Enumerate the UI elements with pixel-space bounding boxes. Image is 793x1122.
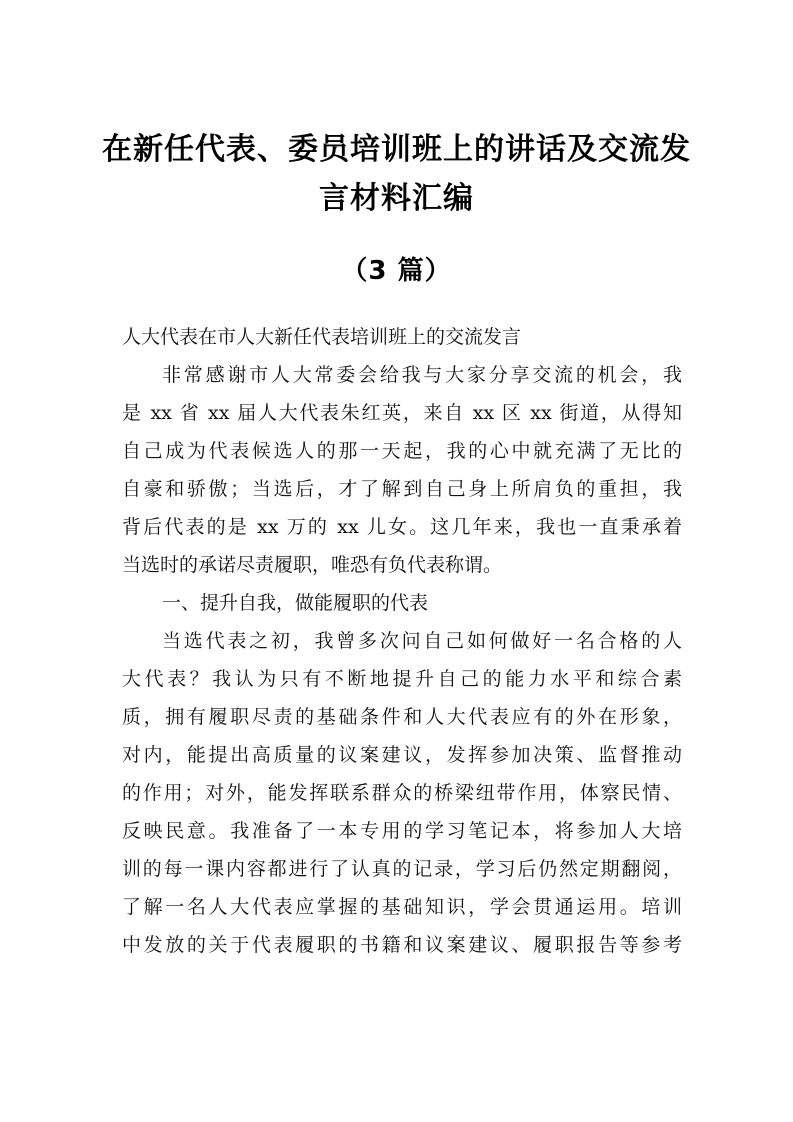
paragraph-line: 自己成为代表候选人的那一天起，我的心中就充满了无比的 bbox=[122, 440, 682, 462]
paragraph-line: 反映民意。我准备了一本专用的学习笔记本，将参加人大培 bbox=[122, 820, 682, 842]
document-title-line-1: 在新任代表、委员培训班上的讲话及交流发 bbox=[102, 132, 691, 167]
paragraph-line: 当选时的承诺尽责履职，唯恐有负代表称谓。 bbox=[122, 554, 503, 576]
paragraph-line: 训的每一课内容都进行了认真的记录，学习后仍然定期翻阅， bbox=[122, 858, 682, 880]
paragraph-line: 大代表？我认为只有不断地提升自己的能力水平和综合素 bbox=[122, 668, 682, 690]
paragraph-line: 的作用；对外，能发挥联系群众的桥梁纽带作用，体察民情、 bbox=[122, 782, 682, 804]
paragraph-line: 自豪和骄傲；当选后，才了解到自己身上所肩负的重担，我 bbox=[122, 478, 682, 500]
document-title-line-2: 言材料汇编 bbox=[319, 181, 474, 216]
paragraph-line: 质，拥有履职尽责的基础条件和人大代表应有的外在形象， bbox=[122, 706, 682, 728]
paragraph-line: 中发放的关于代表履职的书籍和议案建议、履职报告等参考 bbox=[122, 934, 682, 956]
paragraph-line: 了解一名人大代表应掌握的基础知识，学会贯通运用。培训 bbox=[122, 896, 682, 918]
subheading: 一、提升自我，做能履职的代表 bbox=[162, 592, 429, 614]
paragraph-line: 当选代表之初，我曾多次问自己如何做好一名合格的人 bbox=[162, 630, 682, 652]
paragraph-line: 对内，能提出高质量的议案建议，发挥参加决策、监督推动 bbox=[122, 744, 682, 766]
paragraph-line: 背后代表的是 xx 万的 xx 儿女。这几年来，我也一直秉承着 bbox=[122, 516, 682, 538]
section-heading: 人大代表在市人大新任代表培训班上的交流发言 bbox=[122, 326, 522, 348]
paragraph-line: 是 xx 省 xx 届人大代表朱红英，来自 xx 区 xx 街道，从得知 bbox=[122, 402, 682, 424]
paragraph-line: 非常感谢市人大常委会给我与大家分享交流的机会，我 bbox=[162, 364, 682, 386]
document-subtitle: （3 篇） bbox=[341, 256, 452, 286]
